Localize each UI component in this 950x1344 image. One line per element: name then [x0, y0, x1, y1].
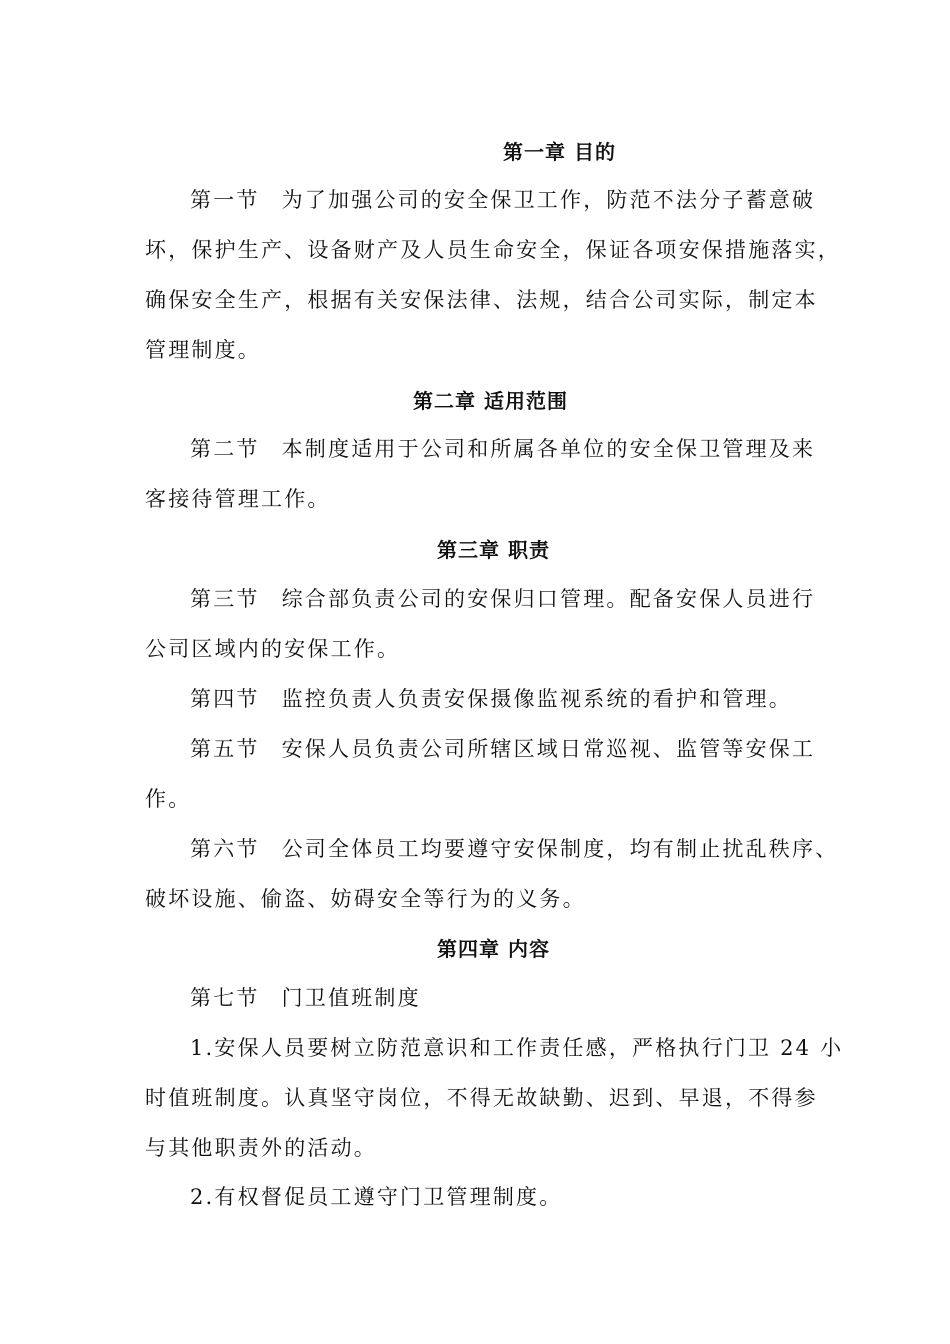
list-item-line: 时值班制度。认真坚守岗位，不得无故缺勤、迟到、早退，不得参 [145, 1086, 818, 1110]
paragraph-line: 确保安全生产，根据有关安保法律、法规，结合公司实际，制定本 [145, 288, 818, 312]
paragraph-line: 管理制度。 [145, 338, 261, 362]
section-label: 第五节 [190, 737, 260, 761]
paragraph-line [190, 435, 815, 463]
paragraph-line: 公司区域内的安保工作。 [145, 637, 401, 661]
section-text: 公司全体员工均要遵守安保制度，均有制止扰乱秩序、 [281, 837, 839, 861]
section-text: 为了加强公司的安全保卫工作，防范不法分子蓄意破 [281, 188, 816, 212]
paragraph-line [190, 585, 815, 613]
section-label: 第一节 [190, 188, 260, 212]
paragraph-line [190, 186, 815, 214]
paragraph-line: 作。 [145, 787, 192, 811]
section-text: 综合部负责公司的安保归口管理。配备安保人员进行 [281, 587, 816, 611]
paragraph-line [190, 984, 421, 1012]
section-label: 第三节 [190, 587, 260, 611]
section-text: 本制度适用于公司和所属各单位的安全保卫管理及来 [281, 437, 816, 461]
section-text: 安保人员负责公司所辖区域日常巡视、监管等安保工 [281, 737, 816, 761]
paragraph-line: 坏，保护生产、设备财产及人员生命安全，保证各项安保措施落实， [145, 238, 841, 262]
section-label: 第七节 [190, 986, 260, 1010]
paragraph-line: 破坏设施、偷盗、妨碍安全等行为的义务。 [145, 887, 586, 911]
chapter-heading: 第一章 目的 [503, 140, 616, 164]
list-item-line: 与其他职责外的活动。 [145, 1136, 377, 1160]
section-label: 第二节 [190, 437, 260, 461]
chapter-heading: 第四章 内容 [437, 937, 550, 961]
list-item-line: 1.安保人员要树立防范意识和工作责任感，严格执行门卫 24 小 [190, 1036, 844, 1060]
paragraph-line [190, 835, 838, 863]
paragraph-line [190, 735, 815, 763]
section-label: 第四节 [190, 687, 260, 711]
chapter-heading: 第三章 职责 [437, 538, 550, 562]
paragraph-line [190, 685, 792, 713]
paragraph-line: 客接待管理工作。 [145, 487, 331, 511]
list-item-line: 2.有权督促员工遵守门卫管理制度。 [190, 1185, 563, 1209]
section-text: 门卫值班制度 [281, 986, 421, 1010]
section-label: 第六节 [190, 837, 260, 861]
section-text: 监控负责人负责安保摄像监视系统的看护和管理。 [281, 687, 793, 711]
chapter-heading: 第二章 适用范围 [413, 389, 568, 413]
